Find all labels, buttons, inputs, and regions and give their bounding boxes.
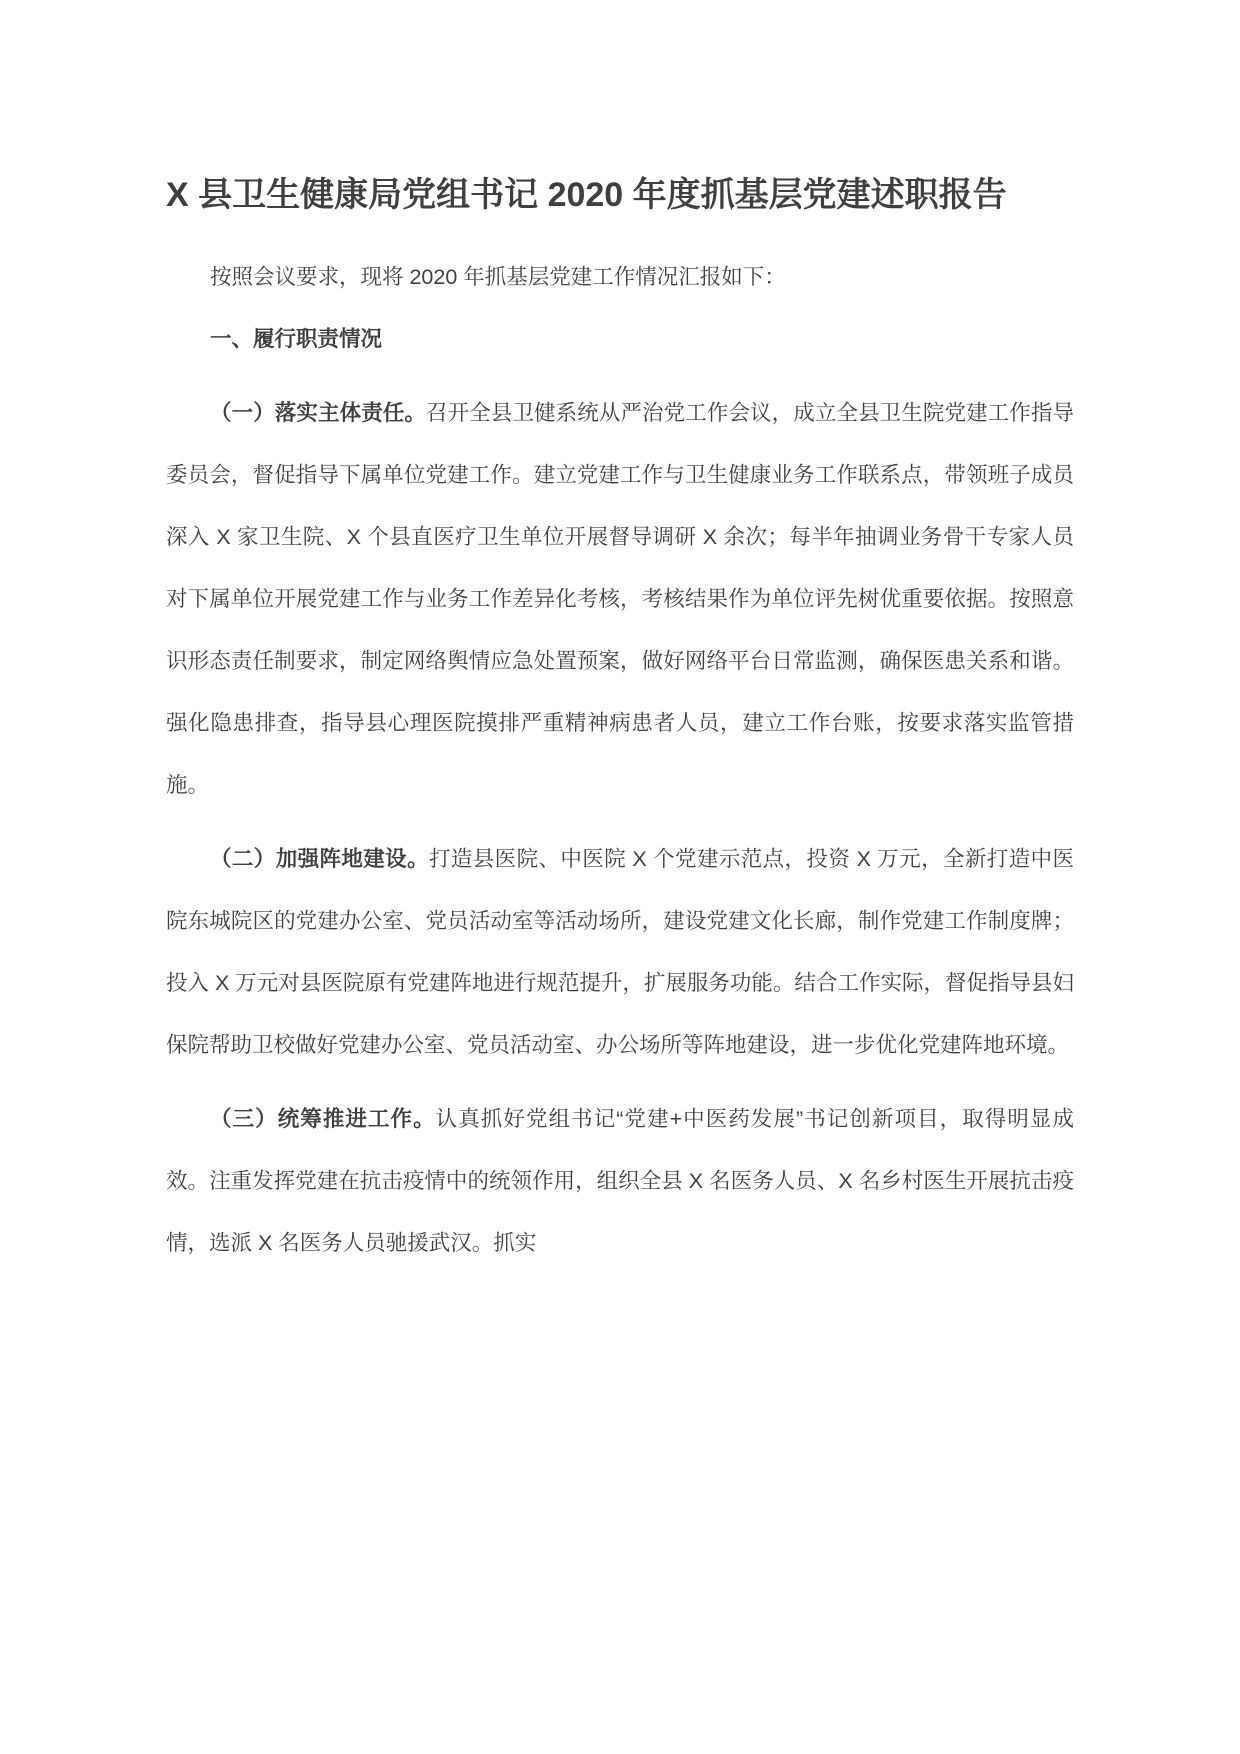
paragraph-coordinated-work-body: 认真抓好党组书记“党建+中医药发展”书记创新项目，取得明显成效。注重发挥党建在抗击疫情中的统领作用，组织全县 X 名医务人员、X 名乡村医生开展抗击疫情，选派 X 名医务人员驰援武汉。抓实 <box>166 1107 1074 1255</box>
paragraph-responsibility-body: 召开全县卫健系统从严治党工作会议，成立全县卫生院党建工作指导委员会，督促指导下属单位党建工作。建立党建工作与卫生健康业务工作联系点，带领班子成员深入 X 家卫生院、X 个县直医疗卫生单位开展督导调研 X 余次；每半年抽调业务骨干专家人员对下属单位开展党建工作与业务工作差异化考核，考核结果作为单位评先树优重要依据。按照意识形态责任制要求，制定网络舆情应急处置预案，做好网络平台日常监测，确保医患关系和谐。强化隐患排查，指导县心理医院摸排严重精神病患者人员，建立工作台账，按要求落实监管措施。 <box>166 401 1074 797</box>
paragraph-position-building <box>166 828 1074 1076</box>
paragraph-position-building-lead: （二）加强阵地建设。 <box>210 847 429 871</box>
paragraph-position-building-body: 打造县医院、中医院 X 个党建示范点，投资 X 万元，全新打造中医院东城院区的党建办公室、党员活动室等活动场所，建设党建文化长廊，制作党建工作制度牌；投入 X 万元对县医院原有党建阵地进行规范提升，扩展服务功能。结合工作实际，督促指导县妇保院帮助卫校做好党建办公室、党员活动室、办公场所等阵地建设，进一步优化党建阵地环境。 <box>166 847 1074 1057</box>
section-heading: 一、履行职责情况 <box>210 327 383 351</box>
paragraph-responsibility <box>166 382 1074 816</box>
intro-paragraph: 按照会议要求，现将 2020 年抓基层党建工作情况汇报如下： <box>210 265 786 289</box>
paragraph-coordinated-work-lead: （三）统筹推进工作。 <box>210 1107 436 1131</box>
document-title: X 县卫生健康局党组书记 2020 年度抓基层党建述职报告 <box>166 176 1007 214</box>
paragraph-responsibility-lead: （一）落实主体责任。 <box>210 401 427 425</box>
paragraph-coordinated-work <box>166 1088 1074 1274</box>
